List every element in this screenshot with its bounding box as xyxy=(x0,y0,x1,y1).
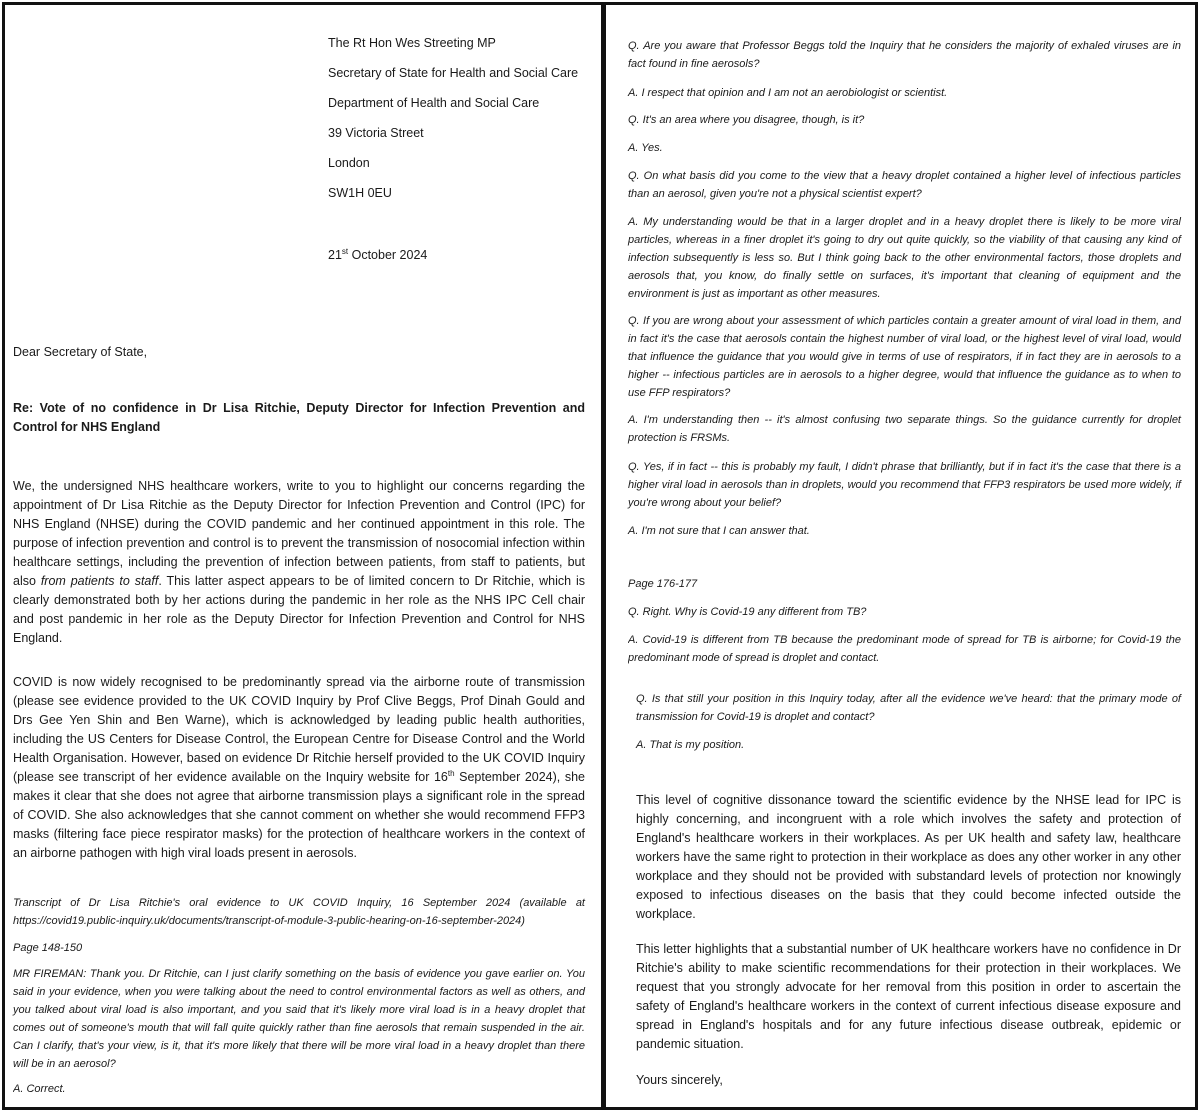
transcript-question: Q. If you are wrong about your assessment of which particles contain a greater amount of viral load in them, and in fact it's the case that aerosols contain the highest number of viral load, or the highest level of viral load, would that influence the guidance that you would give in terms of use of respirators, if in fact they are in aerosols to a higher -- infectious particles are in aerosols to a higher degree, would that influence the guidance as to when to use FFP respirators? xyxy=(628,315,1181,399)
paragraph-dissonance: This level of cognitive dissonance toward the scientific evidence by the NHSE lead for IPC is highly concerning, and incongruent with a role which involves the safety and protection of England's healthcare workers in their workplaces. As per UK health and safety law, healthcare workers have the same right to protection in their workplace as does any other worker in any other workplace and they should not be provided with substandard levels of protection nor knowingly exposed to infectious diseases on the basis that they could become infected outside the workplace. xyxy=(636,793,1181,921)
transcript-answer: A. My understanding would be that in a larger droplet and in a heavy droplet there is likely to be more viral particles, whereas in a finer droplet it's going to dry out quite quickly, so the viability of that causing any kind of infection subsequently is less so. But I think going back to the other environmental factors, those droplets and aerosols that, you know, do finally settle on surfaces, it's important that cleaning of equipment and the environment is just as important as other measures. xyxy=(628,216,1181,300)
address-line: The Rt Hon Wes Streeting MP xyxy=(328,36,496,50)
transcript-heading: Transcript of Dr Lisa Ritchie's oral evidence to UK COVID Inquiry, 16 September 2024 (available at https://covid19.public-inquiry.uk/documents/transcript-of-module-3-public-hearing-on-16-september-2024) xyxy=(13,897,585,927)
transcript-answer: A. Yes. xyxy=(628,142,663,154)
transcript-question: Q. Are you aware that Professor Beggs told the Inquiry that he considers the majority of exhaled viruses are in fact found in fine aerosols? xyxy=(628,40,1181,70)
transcript-answer: A. Covid-19 is different from TB because the predominant mode of spread for TB is airborne; for Covid-19 the predominant mode of spread is droplet and contact. xyxy=(628,634,1181,664)
address-line: London xyxy=(328,156,370,170)
letter-page-left xyxy=(5,5,601,1107)
letter-page-right xyxy=(606,5,1195,1107)
transcript-question: Q. It's an area where you disagree, though, is it? xyxy=(628,114,865,126)
fireman-answer: A. Correct. xyxy=(13,1083,66,1094)
salutation: Dear Secretary of State, xyxy=(13,345,148,359)
fireman-question: MR FIREMAN: Thank you. Dr Ritchie, can I just clarify something on the basis of evidence you gave earlier on. You said in your evidence, when you were talking about the need to control environmental factors as well as others, and you talked about viral load is also important, and you said that it's likely more viral load is in a heavy droplet that comes out of someone's mouth that will fall quite quickly rather than fine aerosols that remain suspended in the air. Can I clarify, that's your view, is it, that it's more likely that there will be more viral load in a heavy droplet than there will be in an aerosol? xyxy=(13,968,585,1070)
address-line: 39 Victoria Street xyxy=(328,126,424,140)
letter-date: 21st October 2024 xyxy=(328,246,428,262)
paragraph-intro: We, the undersigned NHS healthcare workers, write to you to highlight our concerns regarding the appointment of Dr Lisa Ritchie as the Deputy Director for Infection Prevention and Control (IPC) for NHS England (NHSE) during the COVID pandemic and her continued appointment in this role. The purpose of infection prevention and control is to prevent the transmission of nosocomial infection within healthcare settings, including the prevention of infection between patients, from staff to patients, but also from patients to staff. This latter aspect appears to be of limited concern to Dr Ritchie, which is clearly demonstrated both by her actions during the pandemic in her role as the NHS IPC Cell chair and post pandemic in her role as the Deputy Director for Infection Prevention and Control for NHS England. xyxy=(13,479,585,645)
transcript-question: Q. Yes, if in fact -- this is probably my fault, I didn't phrase that brilliantly, but if in fact it's the case that there is a higher viral load in aerosols than in droplets, would you recommend that FFP3 respirators be used more widely, if you're wrong about your belief? xyxy=(628,461,1181,509)
paragraph-request: This letter highlights that a substantial number of UK healthcare workers have no confidence in Dr Ritchie's ability to make scientific recommendations for their protection in their workplaces. We request that you strongly advocate for her removal from this position in order to ascertain the safety of England's healthcare workers in the context of current infectious disease exposure and spread in England's hospitals and for any future infectious disease outbreak, epidemic or pandemic situation. xyxy=(636,942,1181,1051)
paragraph-airborne: COVID is now widely recognised to be predominantly spread via the airborne route of transmission (please see evidence provided to the UK COVID Inquiry by Prof Clive Beggs, Prof Dinah Gould and Drs Gee Yen Shin and Ben Warne), which is acknowledged by leading public health authorities, including the US Centers for Disease Control, the European Centre for Disease Control and the World Health Organisation. However, based on evidence Dr Ritchie herself provided to the UK COVID Inquiry (please see transcript of her evidence available on the Inquiry website for 16th September 2024), she makes it clear that she does not agree that airborne transmission plays a significant role in the spread of COVID. She also acknowledges that she cannot comment on whether she would recommend FFP3 masks (filtering face piece respirator masks) for the protection of healthcare workers in the context of an airborne pathogen with high viral loads present in aerosols. xyxy=(13,675,585,860)
signoff: Yours sincerely, xyxy=(636,1073,723,1087)
transcript-question: Q. Is that still your position in this Inquiry today, after all the evidence we've heard: that the primary mode of transmission for Covid-19 is droplet and contact? xyxy=(636,693,1181,723)
document-frame xyxy=(2,2,1198,1110)
address-line: Secretary of State for Health and Social Care xyxy=(328,66,579,80)
subject-line: Re: Vote of no confidence in Dr Lisa Ritchie, Deputy Director for Infection Prevention and Control for NHS England xyxy=(13,401,585,434)
page-reference: Page 148-150 xyxy=(13,942,83,954)
transcript-answer: A. That is my position. xyxy=(636,739,745,751)
transcript-question: Q. Right. Why is Covid-19 any different from TB? xyxy=(628,606,867,618)
transcript-answer: A. I'm not sure that I can answer that. xyxy=(628,525,810,537)
transcript-question: Q. On what basis did you come to the view that a heavy droplet contained a higher level of infectious particles than an aerosol, given you're not a physical scientist expert? xyxy=(628,170,1181,200)
address-line: SW1H 0EU xyxy=(328,186,392,200)
transcript-answer: A. I'm understanding then -- it's almost confusing two separate things. So the guidance currently for droplet protection is FRSMs. xyxy=(628,414,1181,444)
page-reference: Page 176-177 xyxy=(628,578,698,590)
recipient-address xyxy=(328,36,578,216)
transcript-answer: A. I respect that opinion and I am not an aerobiologist or scientist. xyxy=(628,87,948,99)
address-line: Department of Health and Social Care xyxy=(328,96,540,110)
